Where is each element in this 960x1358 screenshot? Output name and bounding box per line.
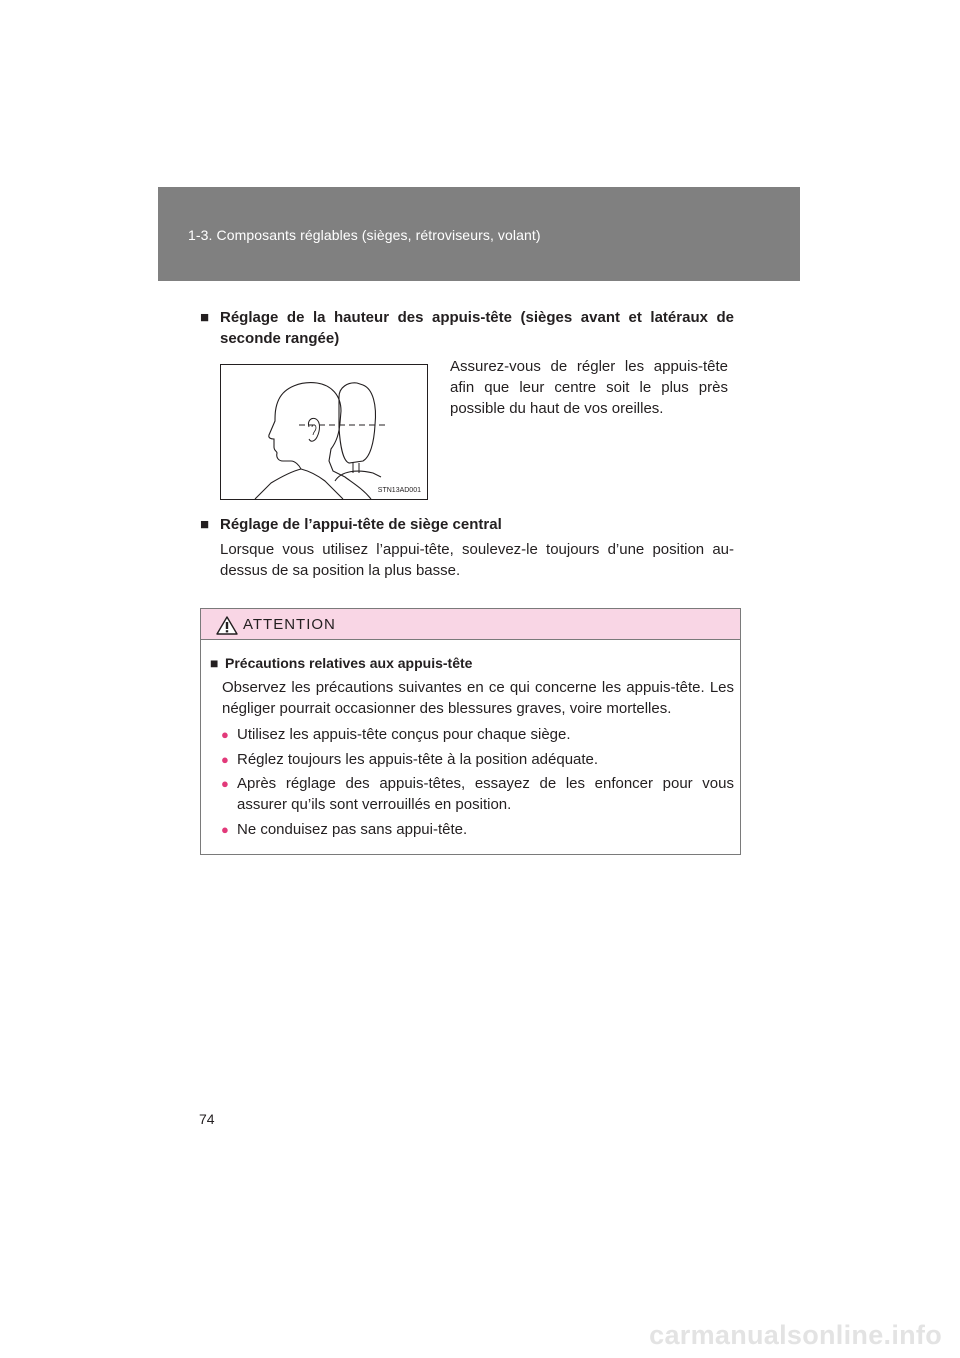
figure-caption: Assurez-vous de régler les appuis-tête afin que leur centre soit le plus près possible du haut de vos oreilles. [450, 358, 728, 417]
warning-item-text: Utilisez les appuis-tête conçus pour chaque siège. [237, 726, 571, 743]
warning-title: ATTENTION [243, 616, 336, 633]
warning-item-text: Ne conduisez pas sans appui-tête. [237, 821, 468, 838]
warning-heading [210, 653, 472, 673]
heading-text: Réglage de l’appui-tête de siège central [220, 516, 502, 533]
warning-box [200, 608, 741, 855]
heading-headrest-height [200, 307, 734, 349]
warning-list-item [221, 749, 734, 770]
warning-heading-text: Précautions relatives aux appuis-tête [225, 655, 473, 671]
warning-item-text: Après réglage des appuis-têtes, essayez de les enfoncer pour vous assurer qu’ils sont verrouillés en position. [237, 775, 734, 813]
headrest-illustration [220, 364, 428, 500]
warning-item-text: Réglez toujours les appuis-tête à la position adéquate. [237, 751, 599, 768]
warning-list-item [221, 773, 734, 815]
page-number: 74 [199, 1111, 215, 1127]
section-title: 1-3. Composants réglables (sièges, rétroviseurs, volant) [188, 227, 541, 243]
heading-center-headrest [200, 514, 734, 535]
warning-triangle-icon [216, 616, 238, 635]
figure-code: STN13AD001 [377, 487, 421, 494]
watermark: carmanualsonline.info [649, 1320, 942, 1350]
heading-text: Réglage de la hauteur des appuis-tête (sièges avant et latéraux de seconde rangée) [220, 309, 734, 347]
warning-intro: Observez les précautions suivantes en ce qui concerne les appuis-tête. Les négliger pourrait occasionner des blessures graves, voire mortelles. [222, 679, 734, 717]
round-bullet-icon: ● [221, 727, 229, 742]
warning-list-item [221, 819, 734, 840]
round-bullet-icon: ● [221, 822, 229, 837]
head-and-headrest-drawing [221, 365, 427, 499]
round-bullet-icon: ● [221, 752, 229, 767]
square-bullet-icon: ■ [200, 516, 210, 533]
center-headrest-text: Lorsque vous utilisez l’appui-tête, soulevez-le toujours d’une position au-dessus de sa position la plus basse. [220, 541, 734, 579]
square-bullet-icon: ■ [210, 655, 219, 671]
warning-list-item [221, 724, 734, 745]
square-bullet-icon: ■ [200, 309, 210, 326]
round-bullet-icon: ● [221, 776, 229, 791]
section-header-band [158, 187, 800, 281]
warning-header [201, 609, 740, 640]
